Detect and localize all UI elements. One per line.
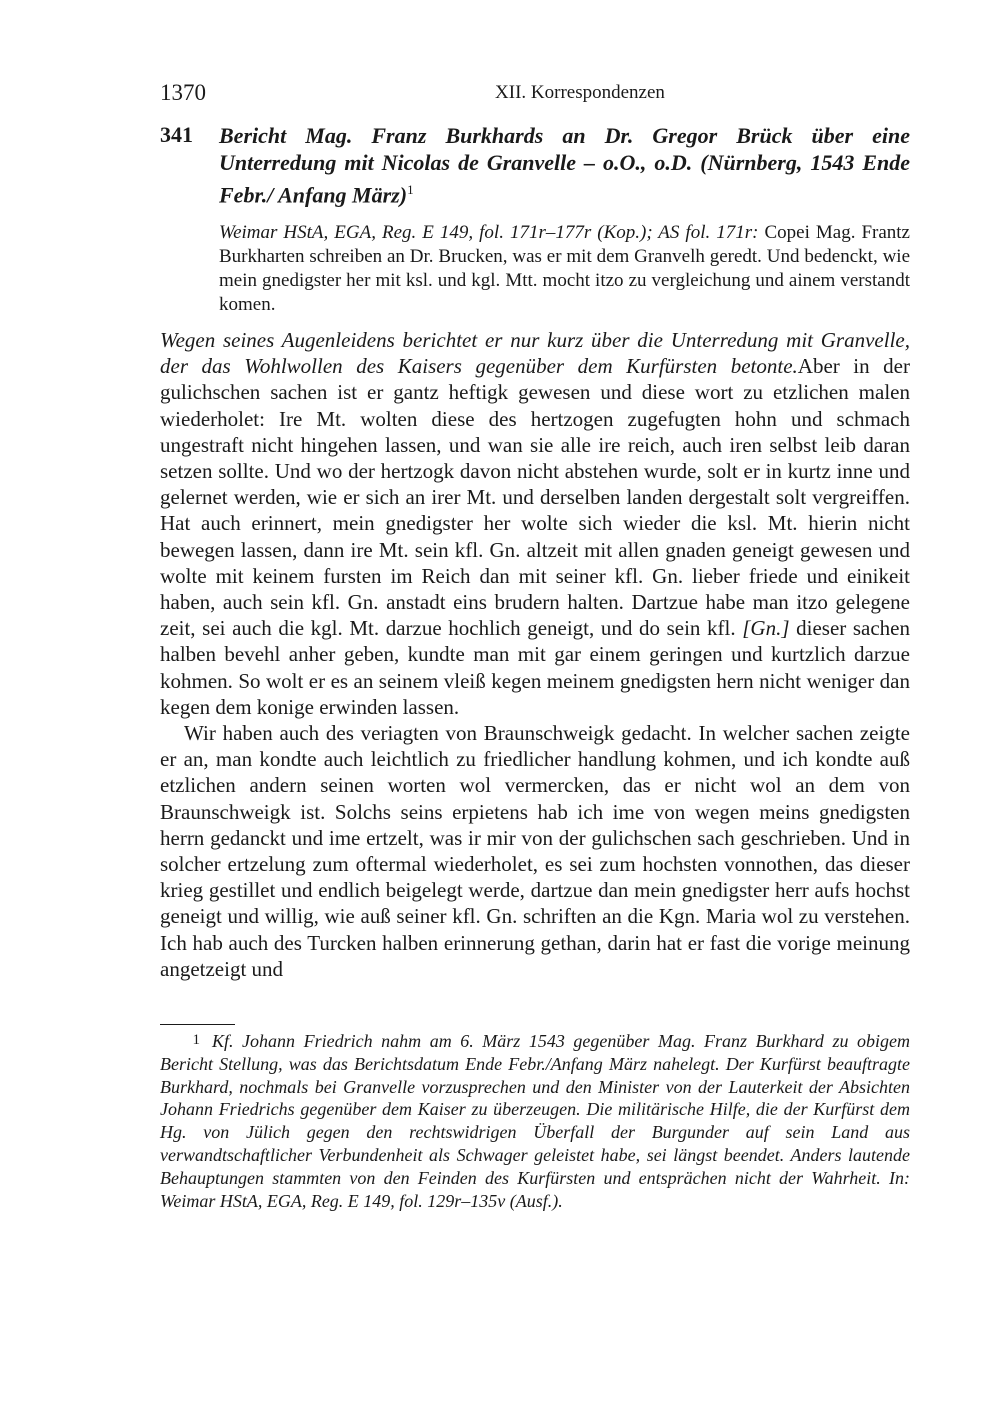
running-title: XII. Korrespondenzen xyxy=(495,82,665,103)
footnote-marker: 1 xyxy=(192,1032,200,1048)
paragraph-2: Wir haben auch des veriagten von Braunschweigk gedacht. In welcher sachen zeigte er an, man kondte auch leichtlich zu friedlicher handlung kohmen, und ich kondte auß etzlichen andern seinen worten wol vermercken, das er nicht wol an dem von Braunschweigk ist. Solchs seins erpietens hab ich ime von wegen meins gnedigsten herrn gedanckt und ime ertzelt, was ir mir von der gulichschen sach geschrieben. Und in solcher ertzelung zum oftermal wiederholet, es sei zum hochsten vonnothen, das dieser krieg gestillet und endlich beigelegt werde, dartzue dan mein gnedigster herr aufs hochst geneigt und willig, wie auß seiner kfl. Gn. schriften an die Kgn. Maria wol zu verstehen. Ich hab auch des Turcken halben erinnerung gethan, darin hat er fast die vorige meinung angetzeigt und xyxy=(160,721,910,981)
document-number: 341 xyxy=(160,122,193,147)
paragraph-1-text-a: Aber in der gulichschen sachen ist er gantz heftigk gewesen und diese wort zu etzlichen malen wiederholet: Ire Mt. wolten diese des hertzogen zugefugten hohn und schmach ungestraft nicht hingehen lassen, und wan sie alle ire reich, auch iren selbst leib daran setzen sollte. Und wo der hertzogk davon nicht abstehen wurde, solt er in kurtz inne und gelernet werden, wie er sich an irer Mt. und derselben landen dergestalt solt vergreiffen. Hat auch erinnert, mein gnedigster her wolte sich wieder die ksl. Mt. hierin nicht bewegen lassen, dann ire Mt. sein kfl. Gn. altzeit mit allen gnaden geneigt gewesen und wolte mit keinem fursten im Reich dan mit seiner kfl. Gn. lieber friede und einikeit haben, auch sein kfl. Gn. anstadt eins brudern halten. Dartzue habe man itzo gelegene zeit, sei auch die kgl. Mt. darzue hochlich geneigt, und do sein kfl. xyxy=(160,354,910,641)
footnote-divider xyxy=(160,1024,235,1025)
paragraph-1 xyxy=(160,327,910,720)
source-text: Copei Mag. Frantz Burkharten schreiben an Dr. Brucken, was er mit dem Granvelh geredt. Und bedenckt, wie mein gnedigster her mit ksl. und kgl. Mtt. mocht itzo zu vergleichung und ainem verstandt komen. xyxy=(219,222,910,315)
footnote-text: Kf. Johann Friedrich nahm am 6. März 1543 gegenüber Mag. Franz Burkhard zu obigem Bericht Stellung, was das Berichtsdatum Ende Febr./Anfang März nahelegt. Der Kurfürst beauftragte Burkhard, nochmals bei Granvelle vorzusprechen und den Minister von der Lauterkeit der Absichten Johann Friedrichs gegenüber dem Kaiser zu überzeugen. Die militärische Hilfe, die der Kurfürst dem Hg. von Jülich gegen den rechtswidrigen Überfall der Burgunder auf sein Land aus verwandtschaftlicher Verbundenheit als Schwager geleistet habe, sei längst beendet. Anders lautende Behauptungen stammten von den Feinden des Kurfürsten und entsprächen nicht der Wahrheit. In: Weimar HStA, EGA, Reg. E 149, fol. 129r–135v (Ausf.). xyxy=(160,1031,910,1211)
document-title xyxy=(219,122,910,208)
running-head xyxy=(160,80,910,110)
source-note xyxy=(219,221,910,317)
source-signature: Weimar HStA, EGA, Reg. E 149, fol. 171r–177r (Kop.); AS fol. 171r: xyxy=(219,222,759,243)
footnote-reference: 1 xyxy=(407,182,414,197)
footnote xyxy=(160,1029,910,1212)
page-number: 1370 xyxy=(160,80,206,105)
paragraph-1-text-b: dieser sachen halben bevehl anher geben, kundte man mit gar einem geringen und kurtzlich darzue kohmen. So wolt er es an seinem vleiß kegen meinem gnedigsten hern nicht weniger dan kegen dem konige erwinden lassen. xyxy=(160,616,911,719)
editorial-insertion: [Gn.] xyxy=(742,616,790,641)
body-text xyxy=(160,327,910,982)
editorial-summary: Wegen seines Augenleidens berichtet er nur kurz über die Unterredung mit Granvelle, der das Wohlwollen des Kaisers gegenüber dem Kurfürsten betonte. xyxy=(160,328,910,379)
document-title-text: Bericht Mag. Franz Burkhards an Dr. Gregor Brück über eine Unterredung mit Nicolas de Granvelle – o.O., o.D. (Nürnberg, 1543 Ende Febr./ Anfang März) xyxy=(219,123,910,208)
